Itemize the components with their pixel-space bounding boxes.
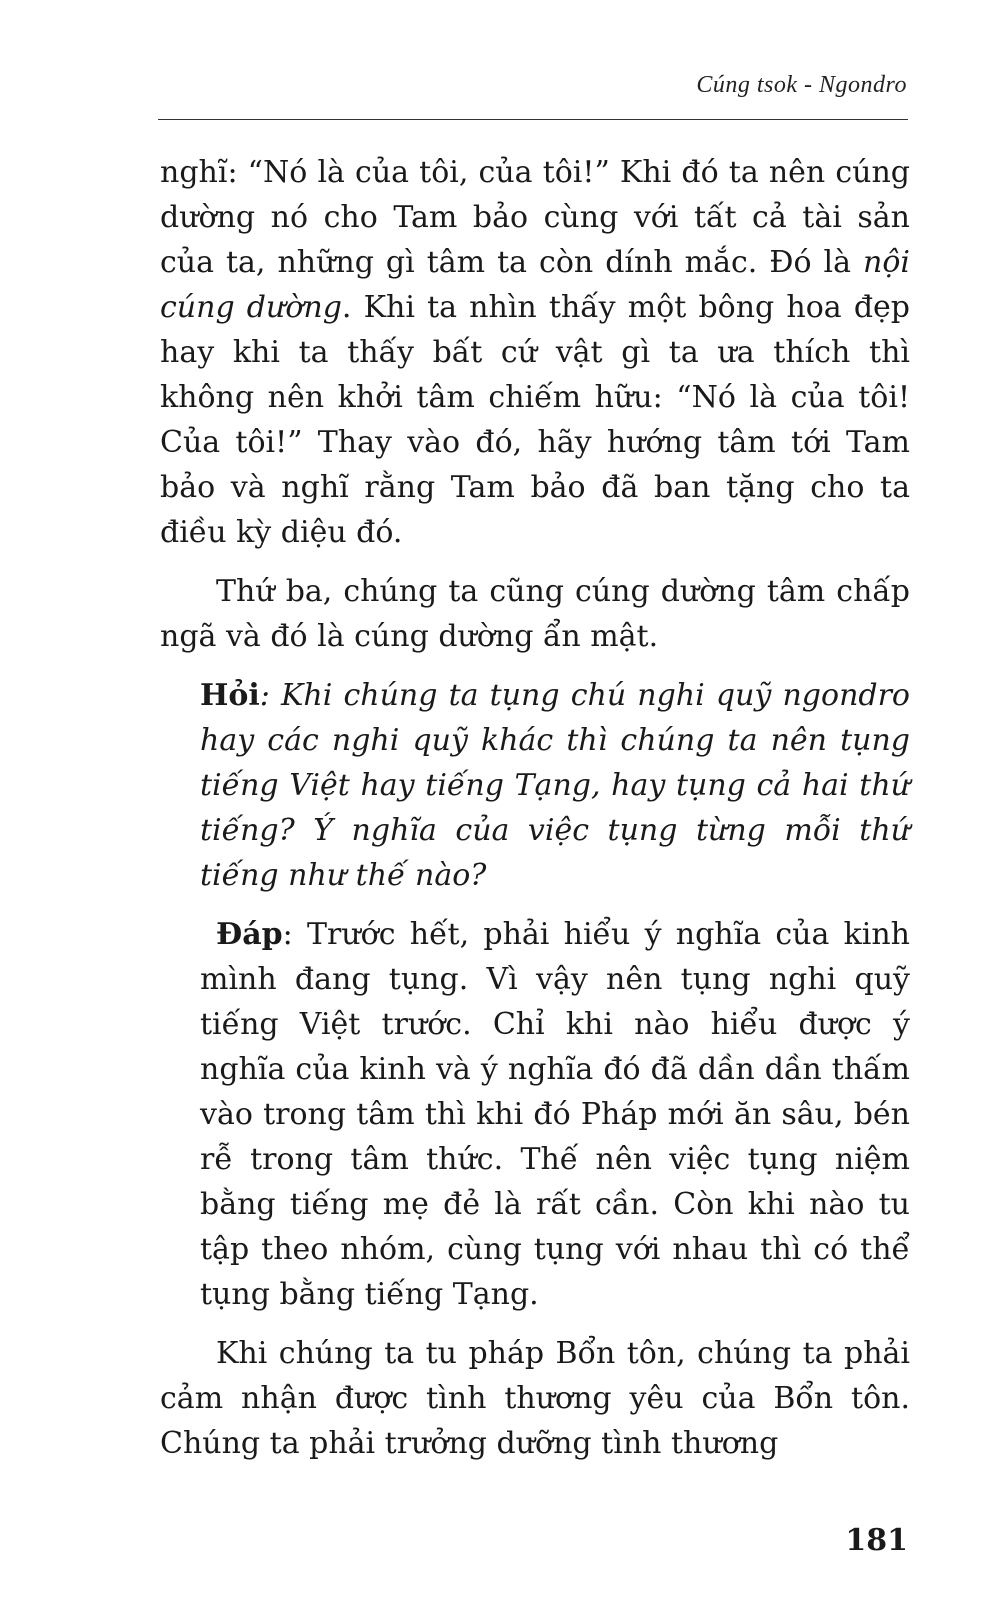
question-text: : Khi chúng ta tụng chú nghi quỹ ngondro hay các nghi quỹ khác thì chúng ta nên tụng tiếng Việt hay tiếng Tạng, hay tụng cả hai thứ tiếng? Ý nghĩa của việc tụng từng mỗi thứ tiếng như thế nào? <box>200 678 910 893</box>
paragraph-5: Khi chúng ta tu pháp Bổn tôn, chúng ta phải cảm nhận được tình thương yêu của Bổn tôn. Chúng ta phải trưởng dưỡng tình thương <box>160 1336 910 1461</box>
question-label: Hỏi <box>200 678 260 713</box>
paragraph-1-emphasis: nội cúng dường <box>160 245 910 325</box>
running-header: Cúng tsok - Ngondro <box>696 72 907 98</box>
answer-text: : Trước hết, phải hiểu ý nghĩa của kinh mình đang tụng. Vì vậy nên tụng nghi quỹ tiếng Việt trước. Chỉ khi nào hiểu được ý nghĩa của kinh và ý nghĩa đó đã dần dần thấm vào trong tâm thì khi đó Pháp mới ăn sâu, bén rễ trong tâm thức. Thế nên việc tụng niệm bằng tiếng mẹ đẻ là rất cần. Còn khi nào tu tập theo nhóm, cùng tụng với nhau thì có thể tụng bằng tiếng Tạng. <box>200 917 910 1312</box>
paragraph-1 <box>160 150 910 555</box>
page-body <box>160 150 910 1466</box>
paragraph-1-text-a: nghĩ: “Nó là của tôi, của tôi!” Khi đó ta nên cúng dường nó cho Tam bảo cùng với tất cả tài sản của ta, những gì tâm ta còn dính mắc. Đó là <box>160 155 910 280</box>
question-paragraph <box>200 673 910 898</box>
header-rule <box>158 119 908 120</box>
answer-paragraph <box>200 912 910 1317</box>
page-number: 181 <box>845 1523 908 1558</box>
paragraph-2: Thứ ba, chúng ta cũng cúng dường tâm chấp ngã và đó là cúng dường ẩn mật. <box>160 574 910 654</box>
paragraph-1-text-b: . Khi ta nhìn thấy một bông hoa đẹp hay khi ta thấy bất cứ vật gì ta ưa thích thì không nên khởi tâm chiếm hữu: “Nó là của tôi! Của tôi!” Thay vào đó, hãy hướng tâm tới Tam bảo và nghĩ rằng Tam bảo đã ban tặng cho ta điều kỳ diệu đó. <box>160 290 911 550</box>
answer-label: Đáp <box>216 917 283 952</box>
